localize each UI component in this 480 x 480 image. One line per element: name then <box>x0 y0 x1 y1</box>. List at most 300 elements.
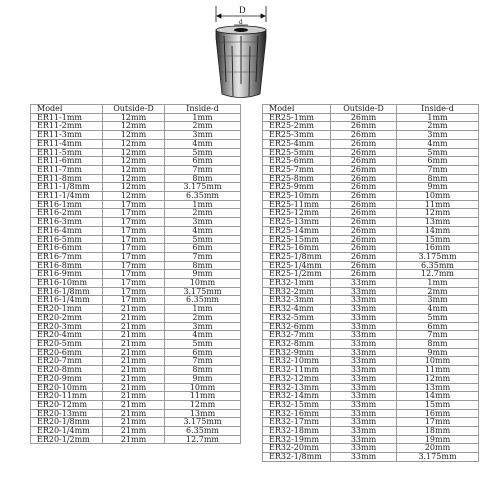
outside-d-cell: 33mm <box>331 357 397 366</box>
inside-d-cell: 1mm <box>397 279 479 288</box>
model-cell: ER25-7mm <box>263 165 331 174</box>
table-row <box>31 122 241 131</box>
inside-d-cell: 4mm <box>397 305 479 314</box>
model-cell: ER11-1mm <box>31 113 103 122</box>
model-cell: ER25-13mm <box>263 218 331 227</box>
model-cell: ER11-8mm <box>31 174 103 183</box>
inside-d-cell: 4mm <box>165 139 241 148</box>
inside-d-cell: 8mm <box>165 261 241 270</box>
table-row <box>31 261 241 270</box>
table-row <box>263 235 479 244</box>
inside-d-cell: 5mm <box>165 148 241 157</box>
model-cell: ER32-7mm <box>263 331 331 340</box>
table-row <box>31 113 241 122</box>
model-cell: ER11-1/4mm <box>31 192 103 201</box>
model-cell: ER25-11mm <box>263 200 331 209</box>
inside-d-cell: 14mm <box>397 226 479 235</box>
inside-d-cell: 13mm <box>397 383 479 392</box>
model-cell: ER16-8mm <box>31 261 103 270</box>
model-cell: ER20-13mm <box>31 409 103 418</box>
model-cell: ER25-4mm <box>263 139 331 148</box>
outside-d-cell: 17mm <box>103 226 165 235</box>
table-row <box>263 392 479 401</box>
table-row <box>31 418 241 427</box>
model-cell: ER11-3mm <box>31 131 103 140</box>
inside-d-header: Inside-d <box>165 105 241 114</box>
inside-d-cell: 12mm <box>397 374 479 383</box>
table-row <box>263 200 479 209</box>
inside-d-cell: 8mm <box>165 366 241 375</box>
outside-d-cell: 26mm <box>331 200 397 209</box>
table-row <box>263 409 479 418</box>
inside-d-cell: 3.175mm <box>165 183 241 192</box>
table-row <box>31 131 241 140</box>
model-cell: ER16-3mm <box>31 218 103 227</box>
outside-d-cell: 33mm <box>331 418 397 427</box>
table-row <box>31 348 241 357</box>
inside-d-cell: 2mm <box>165 122 241 131</box>
inside-d-cell: 3mm <box>165 131 241 140</box>
model-cell: ER16-6mm <box>31 244 103 253</box>
table-row <box>31 148 241 157</box>
table-row <box>263 348 479 357</box>
outside-d-cell: 12mm <box>103 174 165 183</box>
outside-d-cell: 26mm <box>331 261 397 270</box>
model-cell: ER25-10mm <box>263 192 331 201</box>
inside-d-cell: 7mm <box>397 165 479 174</box>
inside-d-cell: 2mm <box>165 313 241 322</box>
model-cell: ER20-10mm <box>31 383 103 392</box>
outside-d-header: Outside-D <box>331 105 397 114</box>
inside-d-cell: 3.175mm <box>397 453 479 462</box>
inside-d-cell: 9mm <box>165 374 241 383</box>
inside-d-cell: 11mm <box>165 392 241 401</box>
inside-d-cell: 1mm <box>397 113 479 122</box>
inside-d-cell: 9mm <box>397 348 479 357</box>
table-row <box>263 357 479 366</box>
inside-d-cell: 20mm <box>397 444 479 453</box>
model-cell: ER32-10mm <box>263 357 331 366</box>
outside-d-cell: 33mm <box>331 348 397 357</box>
table-row <box>263 418 479 427</box>
outside-d-cell: 21mm <box>103 435 165 444</box>
model-cell: ER32-6mm <box>263 322 331 331</box>
outside-d-cell: 33mm <box>331 427 397 436</box>
model-header: Model <box>31 105 103 114</box>
table-row <box>263 313 479 322</box>
outside-d-cell: 33mm <box>331 313 397 322</box>
inside-d-cell: 12mm <box>165 400 241 409</box>
model-cell: ER20-7mm <box>31 357 103 366</box>
outside-d-cell: 21mm <box>103 339 165 348</box>
model-cell: ER32-11mm <box>263 366 331 375</box>
model-cell: ER25-6mm <box>263 157 331 166</box>
model-cell: ER20-12mm <box>31 400 103 409</box>
inside-d-cell: 4mm <box>165 226 241 235</box>
model-cell: ER11-1/8mm <box>31 183 103 192</box>
outside-d-cell: 17mm <box>103 235 165 244</box>
table-row <box>263 139 479 148</box>
collet-spec-table-right <box>262 104 479 462</box>
inside-d-cell: 5mm <box>397 148 479 157</box>
table-row <box>31 270 241 279</box>
outside-d-cell: 17mm <box>103 252 165 261</box>
outside-d-cell: 33mm <box>331 392 397 401</box>
outside-d-cell: 17mm <box>103 218 165 227</box>
model-cell: ER25-9mm <box>263 183 331 192</box>
model-cell: ER16-5mm <box>31 235 103 244</box>
outside-d-cell: 33mm <box>331 279 397 288</box>
model-cell: ER16-4mm <box>31 226 103 235</box>
outside-d-cell: 33mm <box>331 400 397 409</box>
table-row <box>31 366 241 375</box>
inside-d-cell: 5mm <box>397 313 479 322</box>
inside-d-cell: 15mm <box>397 235 479 244</box>
inside-d-cell: 14mm <box>397 392 479 401</box>
outside-d-cell: 26mm <box>331 131 397 140</box>
table-row <box>31 174 241 183</box>
inside-d-cell: 6mm <box>397 157 479 166</box>
outside-d-cell: 26mm <box>331 148 397 157</box>
model-cell: ER32-19mm <box>263 435 331 444</box>
inside-d-cell: 11mm <box>397 200 479 209</box>
table-row <box>31 427 241 436</box>
model-cell: ER20-8mm <box>31 366 103 375</box>
inside-d-cell: 10mm <box>397 192 479 201</box>
outside-d-cell: 26mm <box>331 226 397 235</box>
inside-d-cell: 2mm <box>397 287 479 296</box>
outside-d-cell: 21mm <box>103 348 165 357</box>
inside-d-cell: 4mm <box>397 139 479 148</box>
outside-d-cell: 26mm <box>331 174 397 183</box>
outside-d-cell: 12mm <box>103 122 165 131</box>
outside-d-cell: 21mm <box>103 331 165 340</box>
outside-d-cell: 12mm <box>103 113 165 122</box>
table-row <box>31 139 241 148</box>
outside-d-cell: 17mm <box>103 287 165 296</box>
table-header-row <box>263 105 479 114</box>
outside-d-cell: 26mm <box>331 209 397 218</box>
model-cell: ER32-14mm <box>263 392 331 401</box>
inside-d-cell: 7mm <box>165 165 241 174</box>
outside-d-cell: 33mm <box>331 287 397 296</box>
model-cell: ER32-9mm <box>263 348 331 357</box>
model-cell: ER32-18mm <box>263 427 331 436</box>
model-cell: ER32-8mm <box>263 339 331 348</box>
table-row <box>263 218 479 227</box>
outside-d-cell: 17mm <box>103 270 165 279</box>
model-cell: ER25-16mm <box>263 244 331 253</box>
table-row <box>31 400 241 409</box>
inside-d-cell: 12.7mm <box>165 435 241 444</box>
table-row <box>31 435 241 444</box>
table-row <box>31 357 241 366</box>
table-row <box>31 296 241 305</box>
outside-d-cell: 33mm <box>331 444 397 453</box>
outside-d-cell: 21mm <box>103 313 165 322</box>
table-row <box>31 218 241 227</box>
inside-d-cell: 6.35mm <box>165 296 241 305</box>
outside-d-header: Outside-D <box>103 105 165 114</box>
outside-d-cell: 12mm <box>103 148 165 157</box>
table-row <box>31 383 241 392</box>
table-row <box>263 261 479 270</box>
table-row <box>263 296 479 305</box>
inside-d-cell: 6.35mm <box>165 192 241 201</box>
model-cell: ER25-1/4mm <box>263 261 331 270</box>
inside-d-cell: 7mm <box>165 357 241 366</box>
table-row <box>263 322 479 331</box>
model-cell: ER20-1/8mm <box>31 418 103 427</box>
table-row <box>263 435 479 444</box>
table-row <box>31 331 241 340</box>
outside-d-cell: 33mm <box>331 366 397 375</box>
table-row <box>31 305 241 314</box>
outside-d-cell: 17mm <box>103 244 165 253</box>
table-row <box>31 244 241 253</box>
table-row <box>263 444 479 453</box>
model-cell: ER25-1/2mm <box>263 270 331 279</box>
table-row <box>263 252 479 261</box>
inside-d-cell: 6mm <box>165 157 241 166</box>
inside-d-cell: 18mm <box>397 427 479 436</box>
table-row <box>31 279 241 288</box>
inside-d-cell: 3.175mm <box>397 252 479 261</box>
inside-d-cell: 7mm <box>397 331 479 340</box>
outside-d-cell: 33mm <box>331 305 397 314</box>
inside-d-cell: 1mm <box>165 305 241 314</box>
model-cell: ER25-1mm <box>263 113 331 122</box>
model-cell: ER20-4mm <box>31 331 103 340</box>
table-row <box>31 374 241 383</box>
model-cell: ER25-8mm <box>263 174 331 183</box>
inside-d-cell: 3mm <box>165 218 241 227</box>
inside-d-cell: 13mm <box>397 218 479 227</box>
table-row <box>31 392 241 401</box>
table-header-row <box>31 105 241 114</box>
outside-d-cell: 33mm <box>331 383 397 392</box>
table-row <box>263 374 479 383</box>
model-cell: ER20-5mm <box>31 339 103 348</box>
table-row <box>263 174 479 183</box>
inside-d-cell: 8mm <box>165 174 241 183</box>
model-cell: ER20-6mm <box>31 348 103 357</box>
model-cell: ER16-1mm <box>31 200 103 209</box>
inside-d-cell: 17mm <box>397 418 479 427</box>
outside-d-cell: 26mm <box>331 165 397 174</box>
inside-d-cell: 10mm <box>397 357 479 366</box>
outside-d-cell: 33mm <box>331 331 397 340</box>
table-row <box>263 209 479 218</box>
table-row <box>31 165 241 174</box>
inside-d-cell: 3mm <box>165 322 241 331</box>
outside-d-cell: 26mm <box>331 122 397 131</box>
table-row <box>31 209 241 218</box>
collet-spec-table-left <box>30 104 241 444</box>
outside-d-cell: 21mm <box>103 357 165 366</box>
outside-diameter-label: D <box>239 5 246 15</box>
model-cell: ER32-1mm <box>263 279 331 288</box>
inside-d-cell: 9mm <box>165 270 241 279</box>
table-row <box>263 427 479 436</box>
table-row <box>263 287 479 296</box>
model-cell: ER25-5mm <box>263 148 331 157</box>
inside-d-cell: 12.7mm <box>397 270 479 279</box>
model-cell: ER16-7mm <box>31 252 103 261</box>
model-cell: ER25-15mm <box>263 235 331 244</box>
inside-d-cell: 19mm <box>397 435 479 444</box>
inside-d-cell: 10mm <box>165 383 241 392</box>
outside-d-cell: 21mm <box>103 322 165 331</box>
outside-d-cell: 26mm <box>331 139 397 148</box>
model-cell: ER32-2mm <box>263 287 331 296</box>
table-row <box>31 252 241 261</box>
outside-d-cell: 26mm <box>331 113 397 122</box>
table-row <box>263 192 479 201</box>
model-cell: ER32-5mm <box>263 313 331 322</box>
table-row <box>263 366 479 375</box>
model-cell: ER32-1/8mm <box>263 453 331 462</box>
table-row <box>31 235 241 244</box>
outside-d-cell: 17mm <box>103 296 165 305</box>
outside-d-cell: 17mm <box>103 200 165 209</box>
outside-d-cell: 21mm <box>103 392 165 401</box>
table-row <box>263 453 479 462</box>
outside-d-cell: 12mm <box>103 183 165 192</box>
model-cell: ER16-2mm <box>31 209 103 218</box>
outside-d-cell: 33mm <box>331 322 397 331</box>
inside-d-cell: 16mm <box>397 409 479 418</box>
inside-d-cell: 5mm <box>165 339 241 348</box>
model-cell: ER20-9mm <box>31 374 103 383</box>
inside-diameter-label: d <box>239 18 243 26</box>
model-cell: ER20-1/4mm <box>31 427 103 436</box>
outside-d-cell: 21mm <box>103 374 165 383</box>
table-row <box>31 287 241 296</box>
model-cell: ER20-3mm <box>31 322 103 331</box>
inside-d-cell: 1mm <box>165 200 241 209</box>
outside-d-cell: 33mm <box>331 409 397 418</box>
model-cell: ER32-3mm <box>263 296 331 305</box>
collet-body <box>216 26 266 98</box>
model-cell: ER25-1/8mm <box>263 252 331 261</box>
table-row <box>263 305 479 314</box>
table-row <box>263 122 479 131</box>
table-row <box>263 270 479 279</box>
model-cell: ER32-4mm <box>263 305 331 314</box>
model-cell: ER32-12mm <box>263 374 331 383</box>
model-cell: ER20-11mm <box>31 392 103 401</box>
inside-d-cell: 4mm <box>165 331 241 340</box>
table-row <box>263 183 479 192</box>
outside-d-cell: 26mm <box>331 192 397 201</box>
model-cell: ER20-2mm <box>31 313 103 322</box>
outside-d-cell: 12mm <box>103 165 165 174</box>
outside-d-cell: 21mm <box>103 400 165 409</box>
model-cell: ER11-6mm <box>31 157 103 166</box>
outside-d-cell: 33mm <box>331 374 397 383</box>
outside-d-cell: 17mm <box>103 261 165 270</box>
inside-d-cell: 7mm <box>165 252 241 261</box>
outside-d-cell: 12mm <box>103 192 165 201</box>
table-row <box>31 339 241 348</box>
outside-d-cell: 12mm <box>103 139 165 148</box>
inside-d-cell: 5mm <box>165 235 241 244</box>
model-cell: ER11-5mm <box>31 148 103 157</box>
table-row <box>263 383 479 392</box>
outside-d-cell: 21mm <box>103 366 165 375</box>
inside-d-cell: 1mm <box>165 113 241 122</box>
outside-d-cell: 26mm <box>331 218 397 227</box>
table-row <box>31 200 241 209</box>
outside-d-cell: 21mm <box>103 305 165 314</box>
model-cell: ER25-2mm <box>263 122 331 131</box>
inside-d-cell: 6.35mm <box>165 427 241 436</box>
table-row <box>31 157 241 166</box>
table-row <box>263 148 479 157</box>
inside-d-cell: 2mm <box>397 122 479 131</box>
outside-d-cell: 21mm <box>103 409 165 418</box>
outside-d-cell: 26mm <box>331 252 397 261</box>
model-cell: ER20-1mm <box>31 305 103 314</box>
table-row <box>31 322 241 331</box>
outside-d-cell: 26mm <box>331 270 397 279</box>
model-cell: ER25-12mm <box>263 209 331 218</box>
outside-d-cell: 12mm <box>103 131 165 140</box>
inside-d-cell: 8mm <box>397 339 479 348</box>
table-row <box>263 279 479 288</box>
inside-d-cell: 2mm <box>165 209 241 218</box>
table-row <box>263 339 479 348</box>
outside-d-cell: 26mm <box>331 244 397 253</box>
inside-d-cell: 10mm <box>165 279 241 288</box>
model-cell: ER16-1/4mm <box>31 296 103 305</box>
inside-d-cell: 16mm <box>397 244 479 253</box>
table-row <box>263 131 479 140</box>
table-row <box>263 113 479 122</box>
inside-d-cell: 3.175mm <box>165 287 241 296</box>
outside-d-cell: 33mm <box>331 453 397 462</box>
model-cell: ER16-10mm <box>31 279 103 288</box>
outside-d-cell: 17mm <box>103 279 165 288</box>
inside-d-cell: 11mm <box>397 366 479 375</box>
outside-d-cell: 33mm <box>331 296 397 305</box>
outside-d-cell: 21mm <box>103 383 165 392</box>
model-cell: ER16-9mm <box>31 270 103 279</box>
model-cell: ER32-16mm <box>263 409 331 418</box>
table-row <box>263 165 479 174</box>
outside-d-cell: 26mm <box>331 157 397 166</box>
outside-d-cell: 26mm <box>331 235 397 244</box>
model-cell: ER20-1/2mm <box>31 435 103 444</box>
inside-d-cell: 12mm <box>397 209 479 218</box>
model-cell: ER32-15mm <box>263 400 331 409</box>
model-cell: ER25-14mm <box>263 226 331 235</box>
model-cell: ER32-20mm <box>263 444 331 453</box>
model-cell: ER32-17mm <box>263 418 331 427</box>
inside-d-cell: 6mm <box>165 244 241 253</box>
model-cell: ER11-2mm <box>31 122 103 131</box>
inside-d-cell: 3.175mm <box>165 418 241 427</box>
model-cell: ER25-3mm <box>263 131 331 140</box>
inside-d-header: Inside-d <box>397 105 479 114</box>
table-row <box>263 400 479 409</box>
table-row <box>263 244 479 253</box>
model-cell: ER32-13mm <box>263 383 331 392</box>
collet-diagram <box>196 2 286 102</box>
table-row <box>263 226 479 235</box>
table-row <box>31 409 241 418</box>
